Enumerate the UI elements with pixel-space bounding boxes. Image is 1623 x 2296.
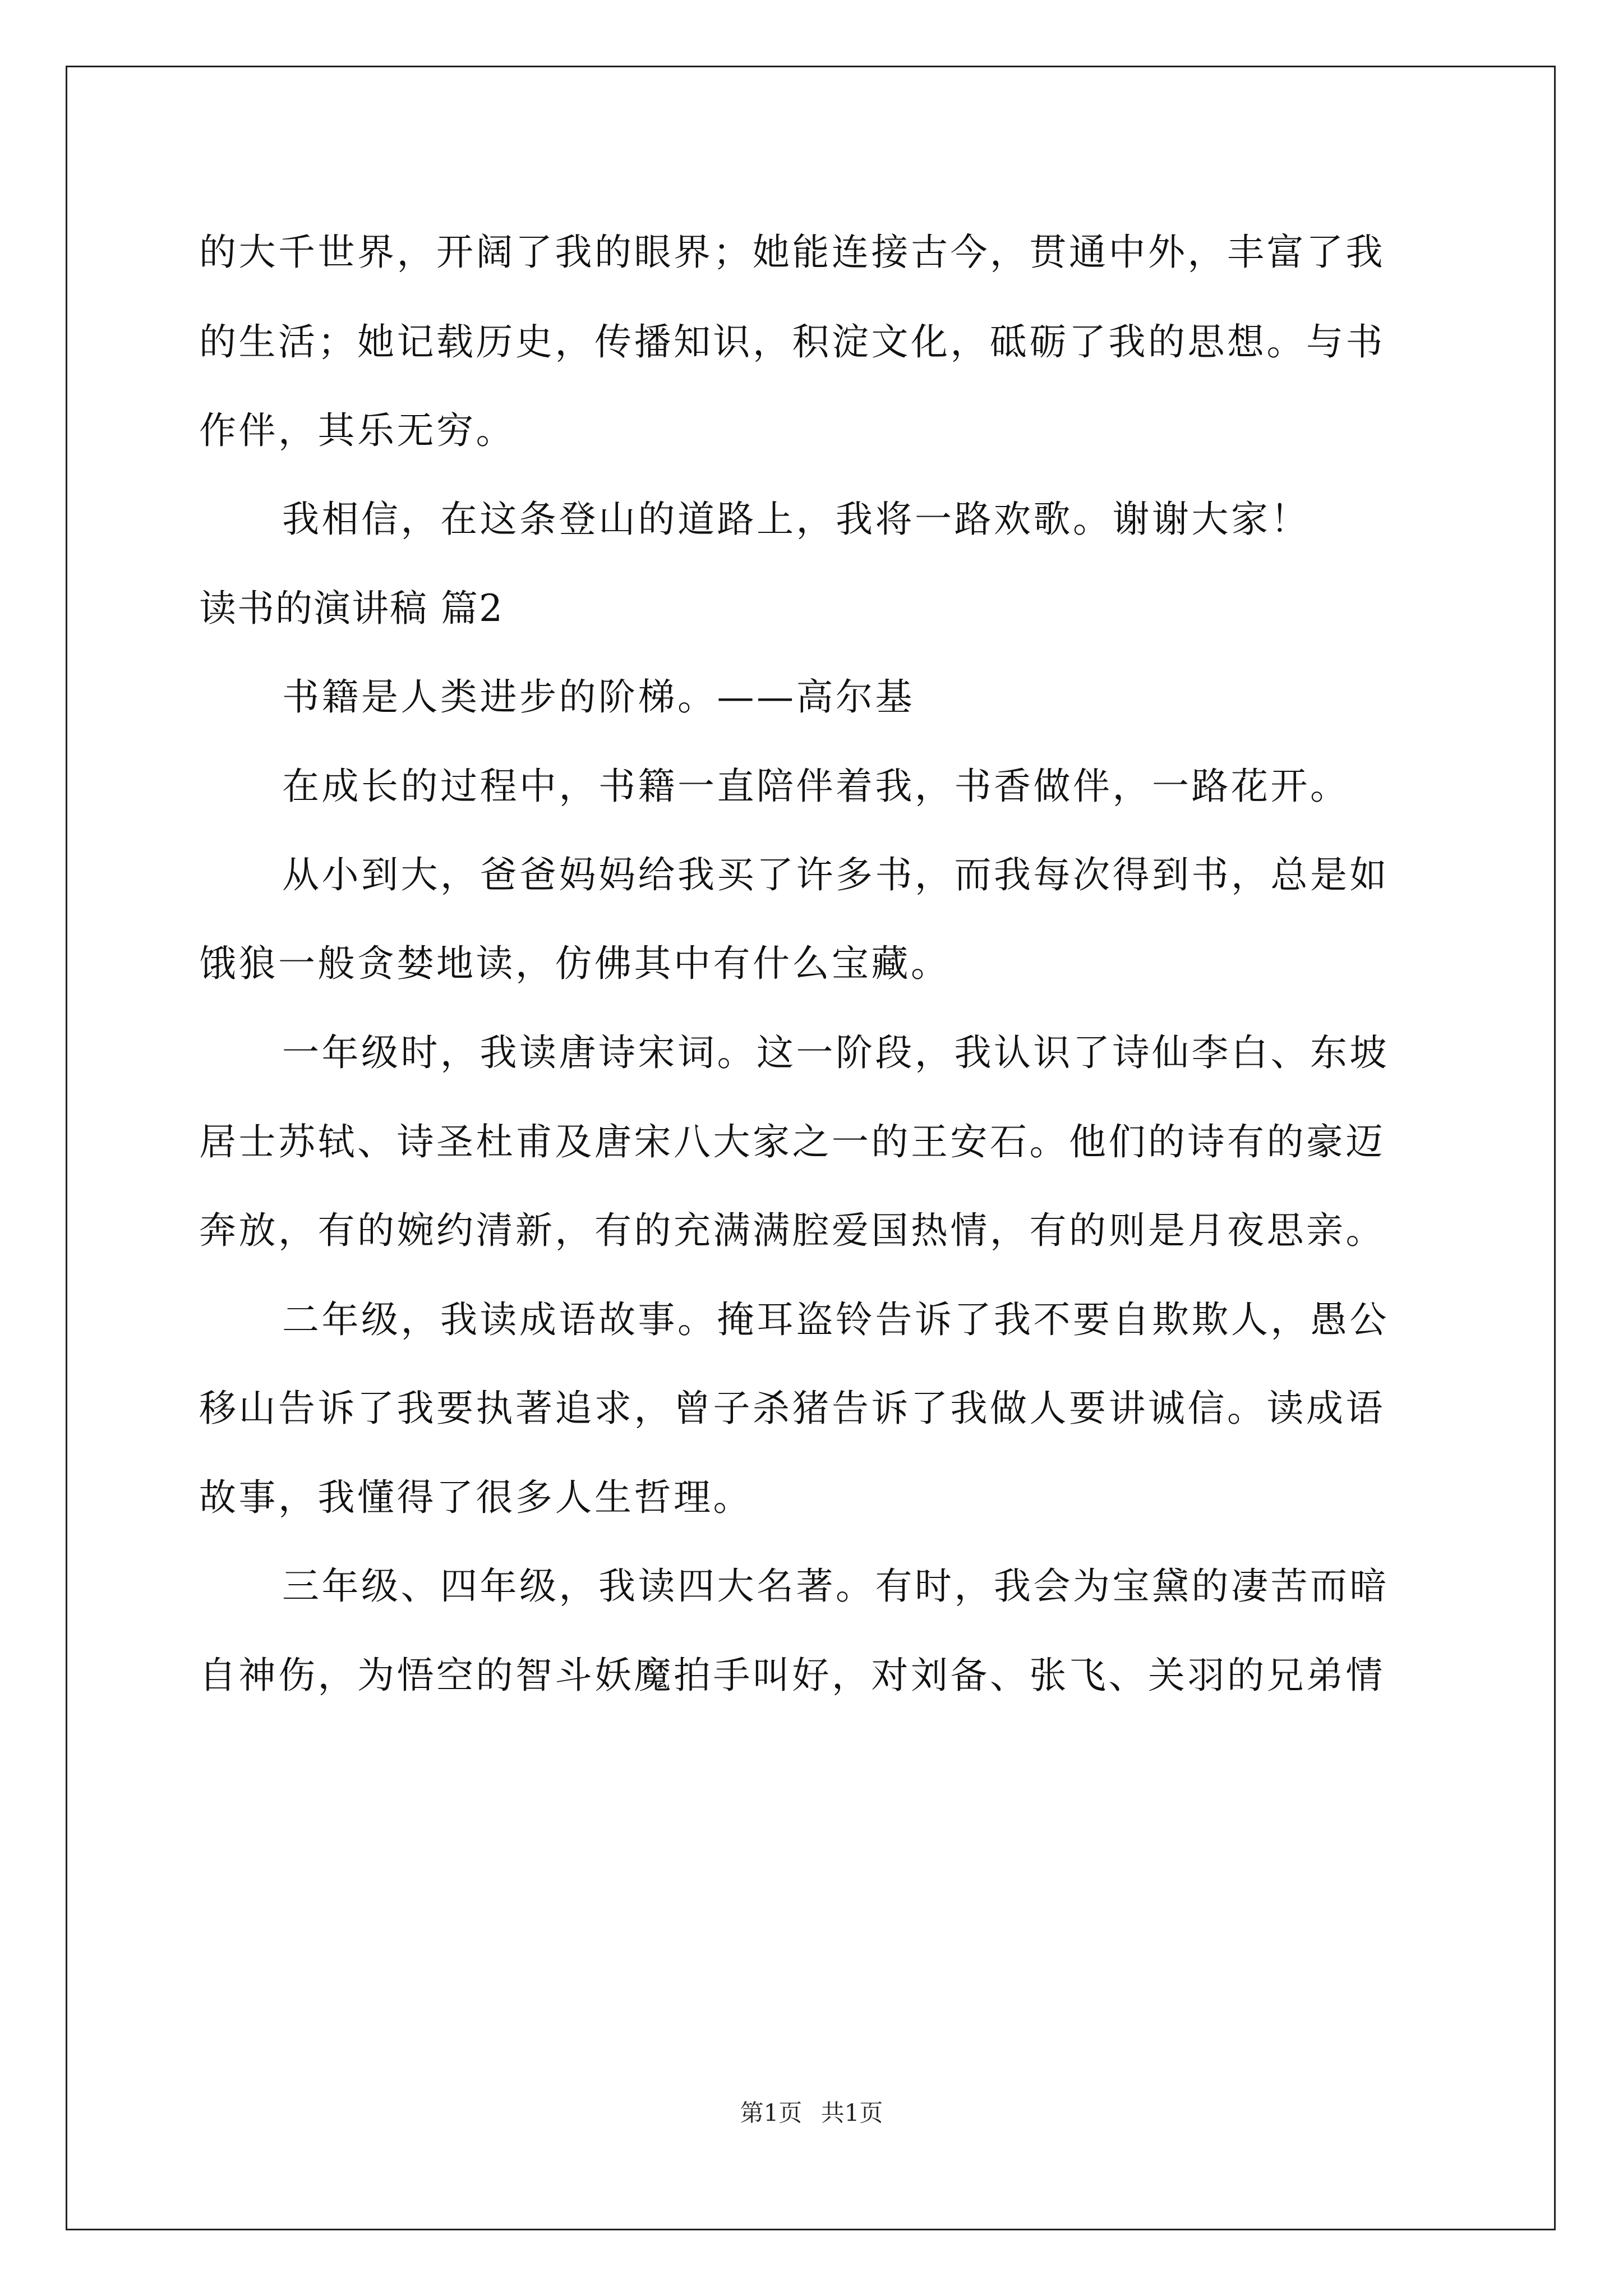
body-line-11: 故事，我懂得了很多人生哲理。 [199,1476,753,1519]
body-line-6: 一年级时，我读唐诗宋词。这一阶段，我认识了诗仙李白、东坡 [282,1031,1389,1074]
body-line-10: 移山告诉了我要执著追求，曾子杀猪告诉了我做人要讲诚信。读成语 [199,1387,1385,1430]
page-total: 共1页 [820,2099,883,2127]
body-line-3: 作伴，其乐无穷。 [199,409,515,452]
page-footer [0,2099,1623,2127]
page-number: 第1页 [740,2099,803,2127]
body-paragraph-closing: 我相信，在这条登山的道路上，我将一路欢歌。谢谢大家！ [282,498,1310,541]
body-line-7: 居士苏轼、诗圣杜甫及唐宋八大家之一的王安石。他们的诗有的豪迈 [199,1120,1385,1163]
body-line-1: 的大千世界，开阔了我的眼界；她能连接古今，贯通中外，丰富了我 [199,231,1385,274]
body-line-5: 饿狼一般贪婪地读，仿佛其中有什么宝藏。 [199,942,951,985]
epigraph-quote: 书籍是人类进步的阶梯。——高尔基 [282,675,915,719]
body-line-2: 的生活；她记载历史，传播知识，积淀文化，砥砺了我的思想。与书 [199,320,1385,364]
body-line-4: 从小到大，爸爸妈妈给我买了许多书，而我每次得到书，总是如 [282,853,1389,896]
body-line-13: 自神伤，为悟空的智斗妖魔拍手叫好，对刘备、张飞、关羽的兄弟情 [199,1654,1385,1697]
body-line-12: 三年级、四年级，我读四大名著。有时，我会为宝黛的凄苦而暗 [282,1565,1389,1608]
body-line-8: 奔放，有的婉约清新，有的充满满腔爱国热情，有的则是月夜思亲。 [199,1209,1385,1252]
body-line-intro: 在成长的过程中，书籍一直陪伴着我，书香做伴，一路花开。 [282,765,1350,808]
body-line-9: 二年级，我读成语故事。掩耳盗铃告诉了我不要自欺欺人，愚公 [282,1298,1389,1341]
section-heading: 读书的演讲稿 篇2 [199,587,504,630]
